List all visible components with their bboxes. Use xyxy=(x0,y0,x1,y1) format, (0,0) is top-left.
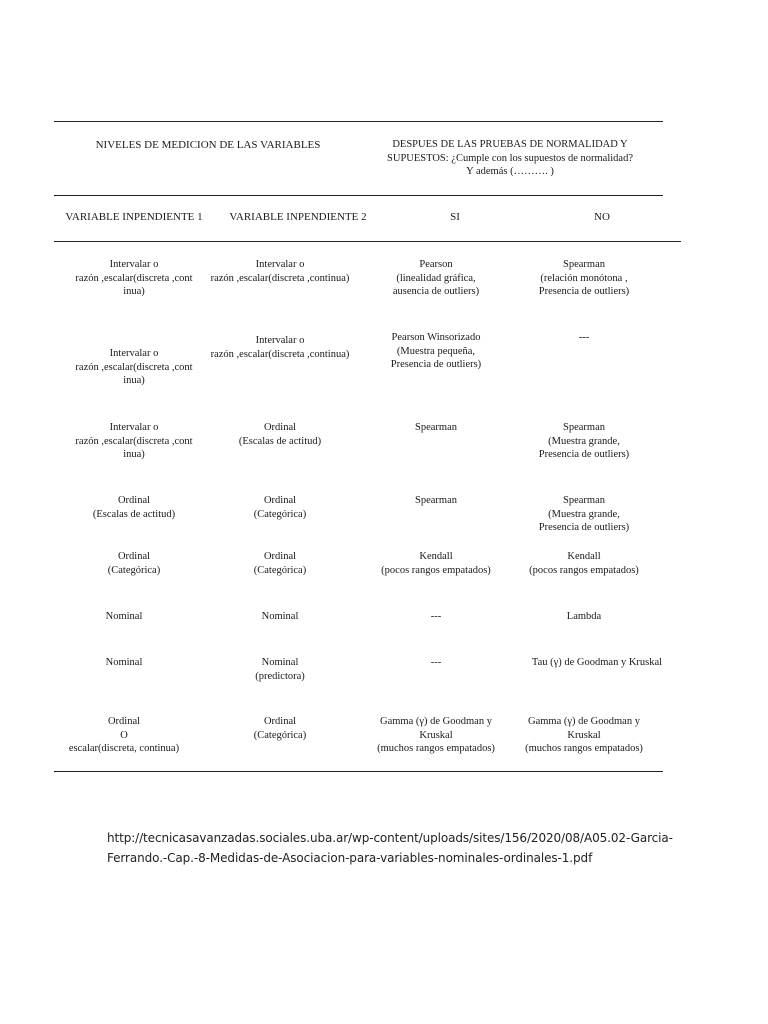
table-cell: Spearman xyxy=(415,495,457,506)
header-rule xyxy=(54,195,663,196)
table-cell: Ordinal (Categórica) xyxy=(107,551,161,576)
table-cell: Intervalar o razón ,escalar(discreta ,cont inua) xyxy=(75,422,193,460)
table-cell: Gamma (γ) de Goodman y Kruskal (muchos rangos empatados) xyxy=(525,716,643,754)
table-cell: Nominal (predictora) xyxy=(255,657,305,682)
table-bottom-rule xyxy=(54,771,663,772)
table-cell: Spearman (Muestra grande, Presencia de outliers) xyxy=(538,422,630,460)
header-normality-tests: DESPUES DE LAS PRUEBAS DE NORMALIDAD Y SUPUESTOS: ¿Cumple con los supuestos de normalidad? Y además (………. ) xyxy=(387,139,633,177)
table-cell: Spearman (relación monótona , Presencia de outliers) xyxy=(538,259,630,297)
column-header-no: NO xyxy=(594,211,610,223)
table-cell: Ordinal (Categórica) xyxy=(253,716,307,741)
table-cell: Gamma (γ) de Goodman y Kruskal (muchos rangos empatados) xyxy=(377,716,495,754)
table-top-rule xyxy=(54,121,663,122)
column-header-si: SI xyxy=(450,211,460,223)
column-header-rule xyxy=(54,241,681,242)
table-cell: Nominal xyxy=(261,611,299,622)
table-cell: Intervalar o razón ,escalar(discreta ,cont inua) xyxy=(75,259,193,297)
table-cell: Ordinal (Escalas de actitud) xyxy=(92,495,176,520)
column-header-variable-2: VARIABLE INPENDIENTE 2 xyxy=(229,211,367,223)
table-cell: Nominal xyxy=(105,657,143,668)
header-measurement-levels: NIVELES DE MEDICION DE LAS VARIABLES xyxy=(95,139,321,151)
table-cell: Ordinal O escalar(discreta, continua) xyxy=(68,716,180,754)
table-cell: Ordinal (Escalas de actitud) xyxy=(238,422,322,447)
table-cell: Ordinal (Categórica) xyxy=(253,495,307,520)
table-cell: Tau (γ) de Goodman y Kruskal xyxy=(531,657,663,668)
table-cell: --- xyxy=(578,332,590,343)
source-url-link[interactable]: http://tecnicasavanzadas.sociales.uba.ar/wp-content/uploads/sites/156/2020/08/A05.02-Garcia-Ferrando.-Cap.-8-Medidas-de-Asociacion-para-variables-nominales-ordinales-1.pdf xyxy=(107,831,673,865)
table-cell: Kendall (pocos rangos empatados) xyxy=(381,551,491,576)
table-cell: Nominal xyxy=(105,611,143,622)
table-cell: Kendall (pocos rangos empatados) xyxy=(529,551,639,576)
table-cell: Ordinal (Categórica) xyxy=(253,551,307,576)
table-cell: Intervalar o razón ,escalar(discreta ,cont inua) xyxy=(75,348,193,386)
table-cell: Intervalar o razón ,escalar(discreta ,continua) xyxy=(210,259,350,284)
table-cell: Lambda xyxy=(566,611,602,622)
table-cell: --- xyxy=(430,611,442,622)
table-cell: --- xyxy=(430,657,442,668)
table-cell: Spearman xyxy=(415,422,457,433)
table-cell: Spearman (Muestra grande, Presencia de outliers) xyxy=(538,495,630,533)
table-cell: Pearson (linealidad gráfica, ausencia de outliers) xyxy=(392,259,480,297)
table-cell: Intervalar o razón ,escalar(discreta ,continua) xyxy=(210,335,350,360)
column-header-variable-1: VARIABLE INPENDIENTE 1 xyxy=(65,211,203,223)
table-cell: Pearson Winsorizado (Muestra pequeña, Presencia de outliers) xyxy=(390,332,482,370)
